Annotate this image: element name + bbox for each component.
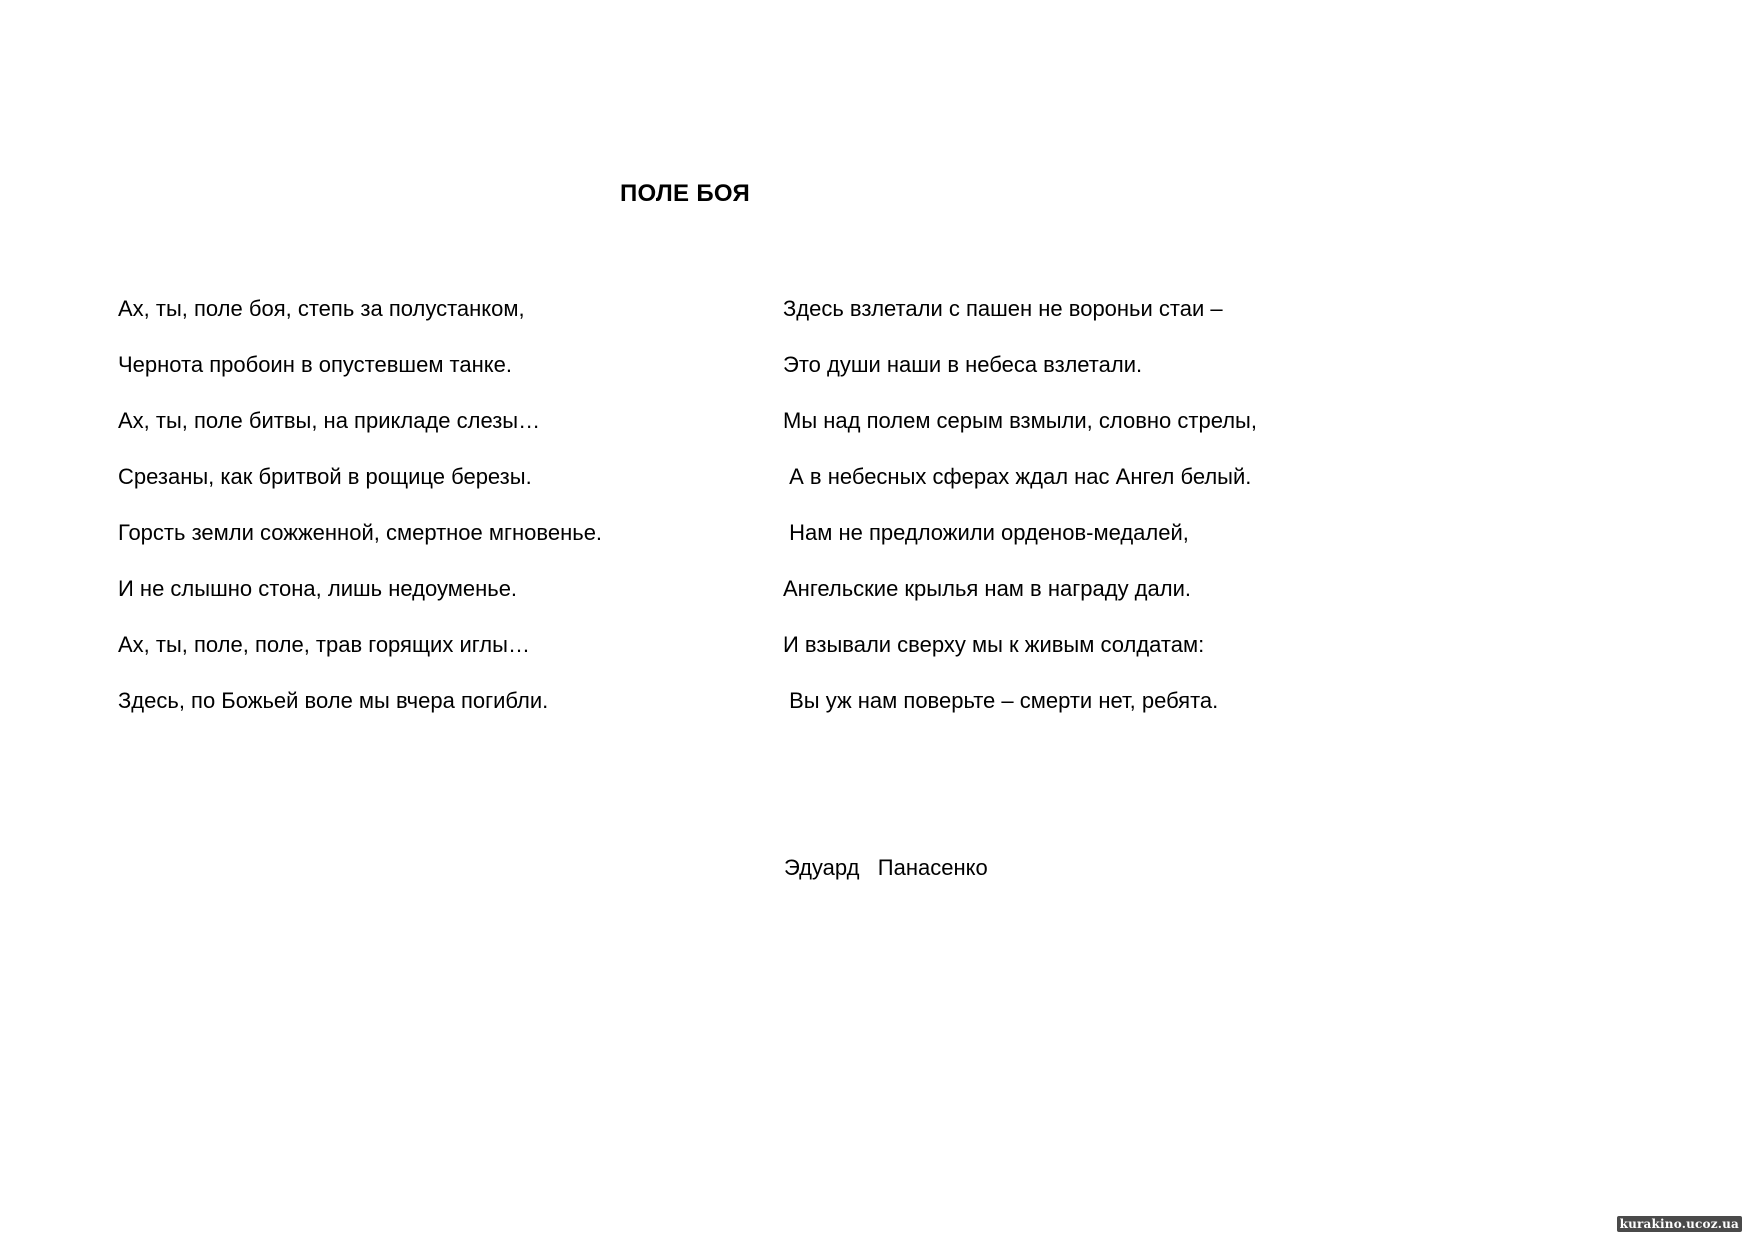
poem-line: Мы над полем серым взмыли, словно стрелы, [783, 408, 1257, 433]
poem-line: Чернота пробоин в опустевшем танке. [118, 352, 512, 377]
poem-line: Срезаны, как бритвой в рощице березы. [118, 464, 532, 489]
poem-line: И не слышно стона, лишь недоуменье. [118, 576, 518, 601]
poem-line: Здесь взлетали с пашен не вороньи стаи – [783, 296, 1223, 321]
poem-line: И взывали сверху мы к живым солдатам: [783, 632, 1205, 657]
poem-line: Горсть земли сожженной, смертное мгновенье. [118, 520, 603, 545]
site-watermark: kurakino.ucoz.ua [1617, 1216, 1742, 1232]
poem-left-column [118, 296, 602, 744]
poem-title: ПОЛЕ БОЯ [620, 180, 751, 207]
poem-line: А в небесных сферах ждал нас Ангел белый. [783, 464, 1252, 489]
poem-line: Здесь, по Божьей воле мы вчера погибли. [118, 688, 549, 713]
poem-line: Ах, ты, поле, поле, трав горящих иглы… [118, 632, 530, 657]
poem-right-column [783, 296, 1257, 744]
poem-line: Вы уж нам поверьте – смерти нет, ребята. [783, 688, 1219, 713]
poem-line: Ах, ты, поле боя, степь за полустанком, [118, 296, 525, 321]
poem-line: Это души наши в небеса взлетали. [783, 352, 1143, 377]
poem-line: Ангельские крылья нам в награду дали. [783, 576, 1191, 601]
poem-line: Нам не предложили орденов-медалей, [783, 520, 1189, 545]
poem-line: Ах, ты, поле битвы, на прикладе слезы… [118, 408, 541, 433]
poem-author: Эдуард Панасенко [784, 855, 988, 880]
